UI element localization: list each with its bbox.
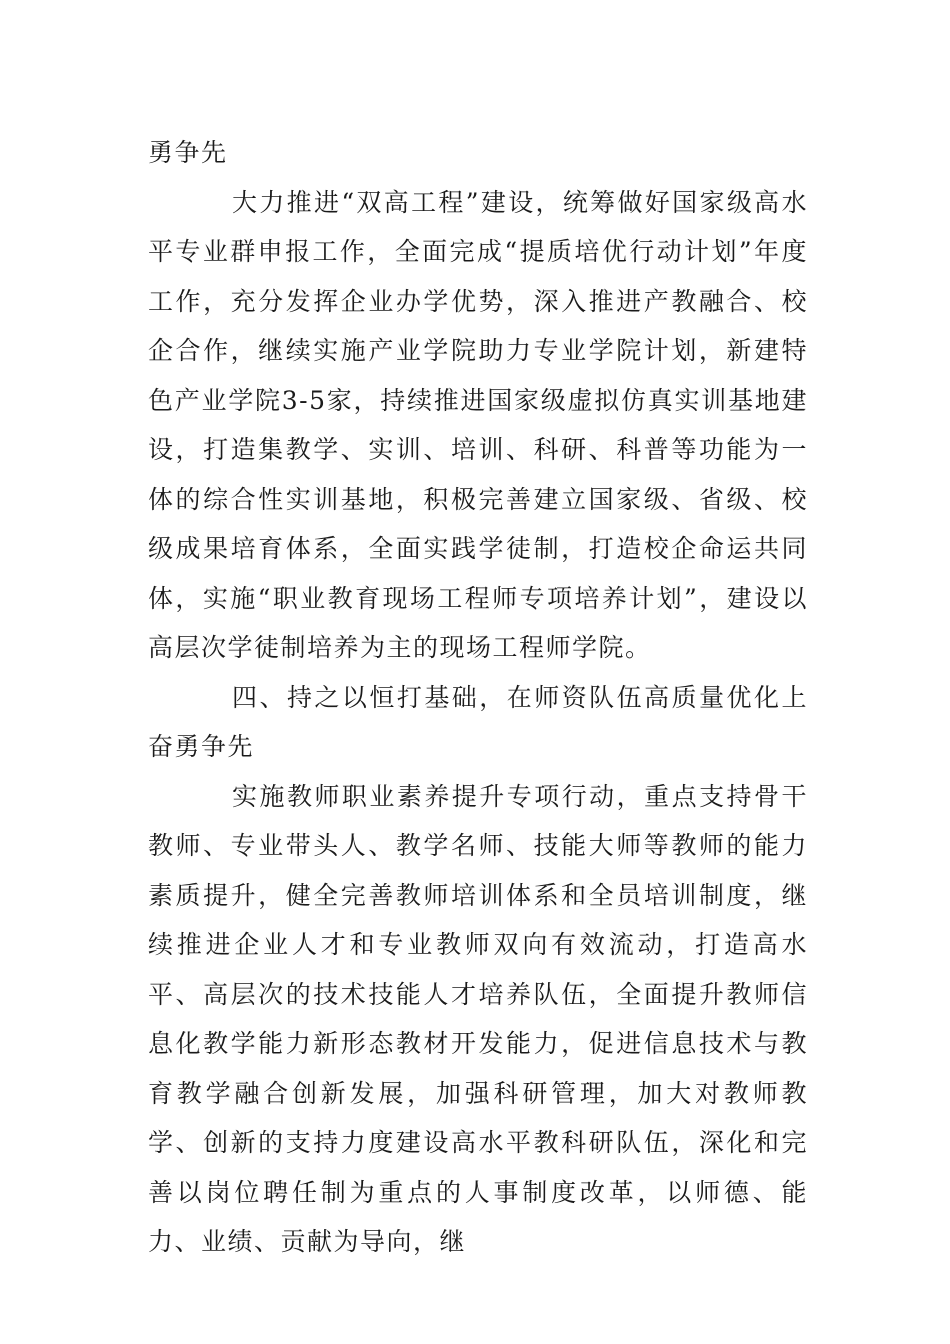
paragraph-teacher-development: 实施教师职业素养提升专项行动，重点支持骨干教师、专业带头人、教学名师、技能大师等教师的能力素质提升，健全完善教师培训体系和全员培训制度，继续推进企业人才和专业教师双向有效流动，打造高水平、高层次的技术技能人才培养队伍，全面提升教师信息化教学能力新形态教材开发能力，促进信息技术与教育教学融合创新发展，加强科研管理，加大对教师教学、创新的支持力度建设高水平教科研队伍，深化和完善以岗位聘任制为重点的人事制度改革，以师德、能力、业绩、贡献为导向，继 [148,781,808,1256]
paragraph-shuanggao: 大力推进“双高工程”建设，统筹做好国家级高水平专业群申报工作，全面完成“提质培优行动计划”年度工作，充分发挥企业办学优势，深入推进产教融合、校企合作，继续实施产业学院助力专业学院计划，新建特色产业学院3-5家，持续推进国家级虚拟仿真实训基地建设，打造集教学、实训、培训、科研、科普等功能为一体的综合性实训基地，积极完善建立国家级、省级、校级成果培育体系，全面实践学徒制，打造校企命运共同体，实施“职业教育现场工程师专项培养计划”，建设以高层次学徒制培养为主的现场工程师学院。 [148,187,808,662]
section-heading-four: 四、持之以恒打基础，在师资队伍高质量优化上奋勇争先 [148,682,808,761]
paragraph-continuation: 勇争先 [148,138,228,167]
document-body [148,128,808,1267]
